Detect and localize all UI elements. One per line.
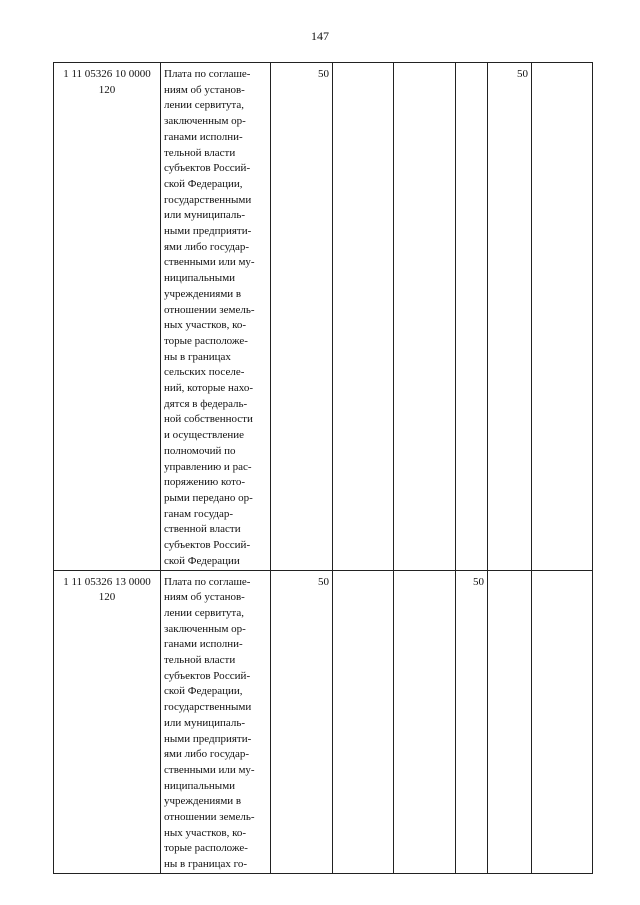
- description-line: лении сервитута,: [164, 606, 244, 619]
- description-line: ственными или му-: [164, 256, 255, 269]
- description-line: ганам государ-: [164, 507, 234, 520]
- description-line: ственными или му-: [164, 763, 255, 776]
- amount-cell-col7: 50: [488, 63, 532, 571]
- description-line: и осуществление: [164, 429, 245, 442]
- description-cell: [161, 63, 271, 571]
- table-row: [54, 570, 593, 873]
- description-line: поряжению кото-: [164, 476, 245, 489]
- description-line: рыми передано ор-: [164, 491, 253, 504]
- description-line: ны в границах: [164, 350, 231, 363]
- description-line: субъектов Россий-: [164, 669, 251, 682]
- description-line: ской Федерации: [164, 554, 240, 567]
- description-line: учреждениями в: [164, 795, 242, 808]
- description-line: государственными: [164, 193, 252, 206]
- description-line: лении сервитута,: [164, 99, 244, 112]
- description-line: учреждениями в: [164, 287, 242, 300]
- description-line: или муниципаль-: [164, 716, 246, 729]
- description-line: или муниципаль-: [164, 209, 246, 222]
- description-line: ных участков, ко-: [164, 319, 247, 332]
- description-line: ской Федерации,: [164, 685, 243, 698]
- description-line: тельной власти: [164, 654, 236, 667]
- budget-code-cell: 1 11 05326 10 0000 120: [54, 63, 161, 571]
- amount-cell-col8: [532, 570, 593, 873]
- description-line: ниципальными: [164, 272, 236, 285]
- description-line: дятся в федераль-: [164, 397, 248, 410]
- budget-code-cell: 1 11 05326 13 0000 120: [54, 570, 161, 873]
- amount-cell-col3: 50: [271, 63, 333, 571]
- description-line: ными предприяти-: [164, 732, 252, 745]
- description-line: субъектов Россий-: [164, 162, 251, 175]
- description-line: ниям об установ-: [164, 83, 245, 96]
- description-line: ганами исполни-: [164, 638, 243, 651]
- amount-cell-col5: [394, 570, 456, 873]
- description-line: отношении земель-: [164, 303, 255, 316]
- description-line: тельной власти: [164, 146, 236, 159]
- amount-cell-col4: [333, 570, 394, 873]
- description-line: управлению и рас-: [164, 460, 252, 473]
- table-row: [54, 63, 593, 571]
- description-line: ний, которые нахо-: [164, 382, 253, 395]
- description-line: заключенным ор-: [164, 622, 246, 635]
- amount-cell-col5: [394, 63, 456, 571]
- description-line: ями либо государ-: [164, 240, 250, 253]
- amount-cell-col3: 50: [271, 570, 333, 873]
- description-line: ниципальными: [164, 779, 236, 792]
- budget-table: [53, 62, 593, 874]
- description-line: сельских поселе-: [164, 366, 245, 379]
- page-number: 147: [311, 29, 329, 43]
- description-line: ниям об установ-: [164, 591, 245, 604]
- description-line: ями либо государ-: [164, 748, 250, 761]
- description-line: ганами исполни-: [164, 130, 243, 143]
- description-line: ской Федерации,: [164, 177, 243, 190]
- amount-cell-col8: [532, 63, 593, 571]
- description-line: отношении земель-: [164, 811, 255, 824]
- description-line: ной собственности: [164, 413, 253, 426]
- amount-cell-col6: 50: [456, 570, 488, 873]
- description-line: государственными: [164, 701, 252, 714]
- description-cell: [161, 570, 271, 873]
- description-line: ны в границах го-: [164, 858, 248, 871]
- description-line: Плата по соглаше-: [164, 575, 251, 588]
- amount-cell-col7: [488, 570, 532, 873]
- description-line: заключенным ор-: [164, 115, 246, 128]
- amount-cell-col6: [456, 63, 488, 571]
- description-line: ственной власти: [164, 523, 241, 536]
- description-line: торые расположе-: [164, 334, 248, 347]
- description-line: ных участков, ко-: [164, 826, 247, 839]
- description-line: полномочий по: [164, 444, 236, 457]
- description-line: субъектов Россий-: [164, 539, 251, 552]
- description-line: Плата по соглаше-: [164, 68, 251, 80]
- description-line: торые расположе-: [164, 842, 248, 855]
- description-line: ными предприяти-: [164, 225, 252, 238]
- amount-cell-col4: [333, 63, 394, 571]
